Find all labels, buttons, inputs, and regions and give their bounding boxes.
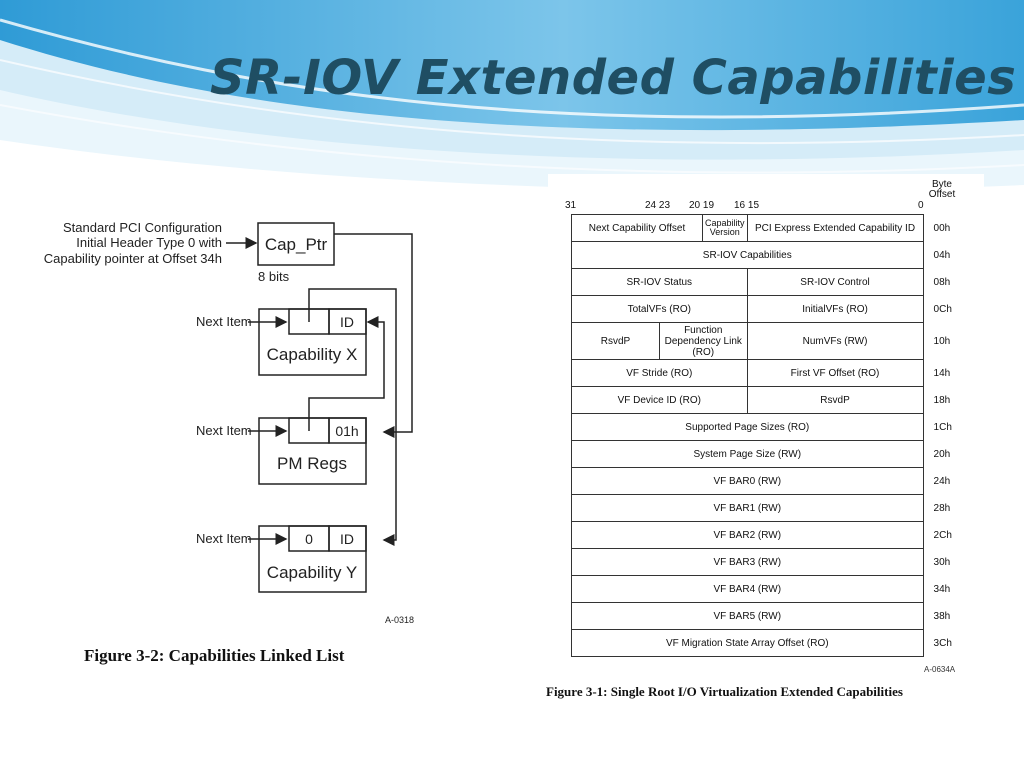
byte-offset: 1Ch: [933, 421, 952, 433]
field-vf-migration-state-array-offset: VF Migration State Array Offset (RO): [572, 630, 924, 657]
field-vf-stride: VF Stride (RO): [572, 360, 748, 387]
byte-offset: 18h: [933, 394, 951, 406]
pm-regs-name: PM Regs: [277, 454, 347, 473]
byte-offset-header-line-1: Byte: [931, 179, 952, 190]
intro-line-1: Standard PCI Configuration: [63, 220, 222, 235]
field-function-dependency-link: Function Dependency Link (RO): [660, 323, 748, 360]
byte-offset: 04h: [933, 249, 951, 261]
byte-offset: 28h: [933, 502, 951, 514]
cap-ptr-width: 8 bits: [258, 269, 290, 284]
sr-iov-register-table: [571, 214, 979, 657]
field-sr-iov-capabilities: SR-IOV Capabilities: [572, 242, 924, 269]
table-row: [572, 495, 979, 522]
capability-y-name: Capability Y: [266, 563, 358, 582]
bit-label-0: 0: [918, 200, 924, 211]
table-row: [572, 414, 979, 441]
table-row: [572, 387, 979, 414]
field-rsvdp-2: RsvdP: [747, 387, 923, 414]
bit-label-16-15: 16 15: [734, 200, 760, 211]
field-supported-page-sizes: Supported Page Sizes (RO): [572, 414, 924, 441]
byte-offset: 00h: [933, 222, 951, 234]
field-system-page-size: System Page Size (RW): [572, 441, 924, 468]
field-vf-bar2: VF BAR2 (RW): [572, 522, 924, 549]
bit-label-31: 31: [565, 200, 577, 211]
byte-offset: 0Ch: [933, 303, 952, 315]
byte-offset: 24h: [933, 475, 951, 487]
table-row: [572, 269, 979, 296]
byte-offset: 2Ch: [933, 529, 952, 541]
byte-offset: 08h: [933, 276, 951, 288]
table-row: [572, 630, 979, 657]
field-vf-device-id: VF Device ID (RO): [572, 387, 748, 414]
field-capability-version: Capability Version: [703, 215, 748, 242]
sr-iov-register-figure: [548, 174, 984, 684]
field-vf-bar5: VF BAR5 (RW): [572, 603, 924, 630]
table-row: [572, 549, 979, 576]
table-row: [572, 468, 979, 495]
capability-x-id: ID: [340, 314, 354, 330]
byte-offset: 14h: [933, 367, 951, 379]
capability-y-next: 0: [305, 531, 313, 547]
field-vf-bar4: VF BAR4 (RW): [572, 576, 924, 603]
byte-offset: 38h: [933, 610, 951, 622]
byte-offset-header: [924, 180, 960, 200]
field-sr-iov-status: SR-IOV Status: [572, 269, 748, 296]
pm-regs-id: 01h: [335, 423, 359, 439]
field-sr-iov-control: SR-IOV Control: [747, 269, 923, 296]
slide-title: SR-IOV Extended Capabilities: [210, 50, 1017, 106]
right-figure-caption: Figure 3-1: Single Root I/O Virtualization Extended Capabilities: [546, 684, 903, 699]
field-num-vfs: NumVFs (RW): [747, 323, 923, 360]
byte-offset-header-line-2: Offset: [928, 189, 956, 200]
right-figure-id: A-0634A: [924, 665, 956, 674]
field-total-vfs: TotalVFs (RO): [572, 296, 748, 323]
field-vf-bar0: VF BAR0 (RW): [572, 468, 924, 495]
cap-ptr-link: [334, 234, 412, 432]
field-next-capability-offset: Next Capability Offset: [572, 215, 703, 242]
table-row: [572, 522, 979, 549]
cap-ptr-label: Cap_Ptr: [264, 235, 328, 254]
table-row: [572, 242, 979, 269]
intro-line-3: Capability pointer at Offset 34h: [43, 251, 222, 266]
field-rsvdp: RsvdP: [572, 323, 660, 360]
table-row: [572, 296, 979, 323]
byte-offset: 3Ch: [933, 637, 952, 649]
next-item-label-2: Next Item: [196, 423, 252, 438]
table-row: [572, 441, 979, 468]
field-vf-bar3: VF BAR3 (RW): [572, 549, 924, 576]
byte-offset: 10h: [933, 335, 951, 347]
pm-regs-link: [309, 322, 384, 431]
table-row: [572, 360, 979, 387]
table-row: [572, 603, 979, 630]
left-figure-id: A-0318: [385, 615, 415, 625]
bit-position-row: [548, 200, 928, 214]
next-item-label-3: Next Item: [196, 531, 252, 546]
field-pcie-extended-capability-id: PCI Express Extended Capability ID: [747, 215, 923, 242]
byte-offset: 34h: [933, 583, 951, 595]
next-item-label-1: Next Item: [196, 314, 252, 329]
bit-label-24-23: 24 23: [645, 200, 671, 211]
capability-x-name: Capability X: [266, 345, 358, 364]
intro-line-2: Initial Header Type 0 with: [76, 235, 222, 250]
byte-offset: 30h: [933, 556, 951, 568]
table-row: [572, 323, 979, 360]
table-row: [572, 215, 979, 242]
left-figure-caption: Figure 3-2: Capabilities Linked List: [84, 646, 345, 665]
bit-label-20-19: 20 19: [689, 200, 715, 211]
field-initial-vfs: InitialVFs (RO): [747, 296, 923, 323]
field-first-vf-offset: First VF Offset (RO): [747, 360, 923, 387]
table-row: [572, 576, 979, 603]
byte-offset: 20h: [933, 448, 951, 460]
field-vf-bar1: VF BAR1 (RW): [572, 495, 924, 522]
capability-y-id: ID: [340, 531, 354, 547]
